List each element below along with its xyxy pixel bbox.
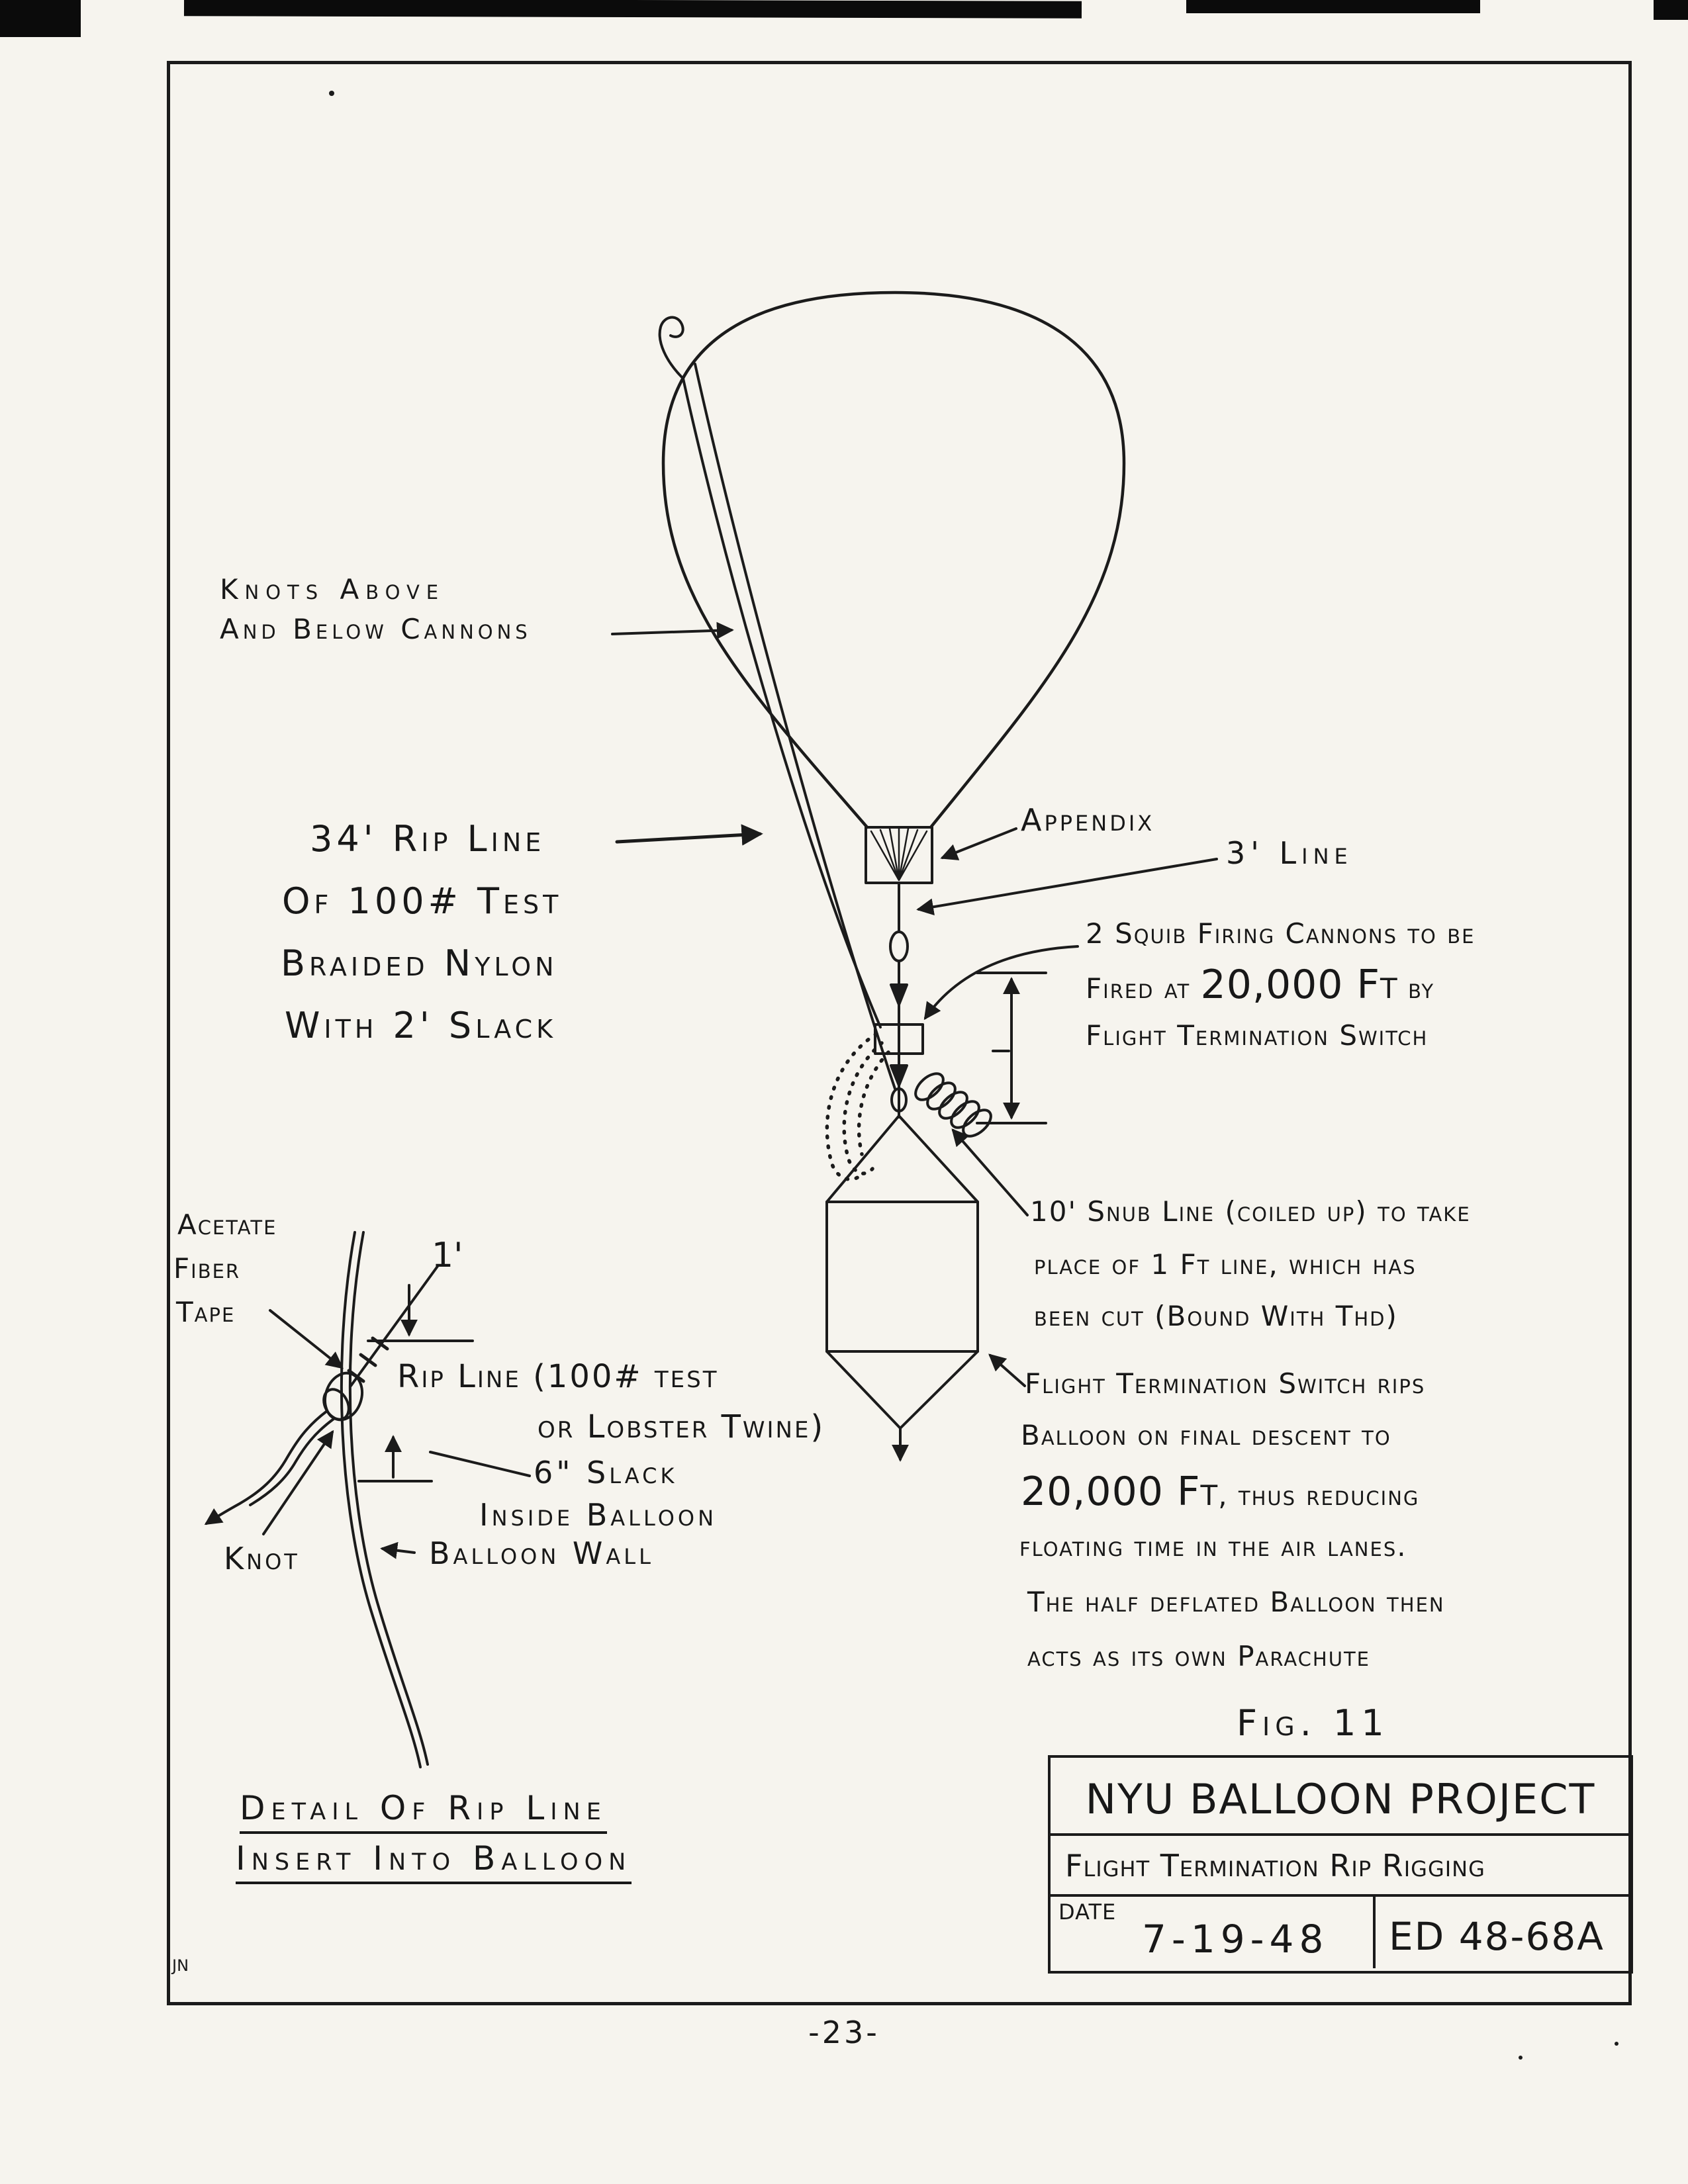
label-one-ft: 1' — [432, 1236, 463, 1275]
label-knots-line1: Knots Above — [220, 573, 445, 606]
leader-acetate-tape — [270, 1310, 342, 1367]
label-squib-line2-post: by — [1397, 972, 1435, 1005]
drawing-number-cell — [1373, 1897, 1630, 1968]
label-termination-line2: Balloon on final descent to — [1021, 1419, 1391, 1451]
label-snub-line2: place of 1 Ft line, which has — [1034, 1248, 1417, 1281]
figure-caption: Fig. 11 — [1237, 1702, 1389, 1744]
label-tape-line1: Acetate — [177, 1208, 277, 1241]
drawing-number: ED 48-68A — [1389, 1914, 1605, 1959]
label-termination-line6: acts as its own Parachute — [1027, 1640, 1371, 1672]
label-rip-line-detail-2: or Lobster Twine) — [538, 1408, 825, 1445]
rip-line-curl — [660, 317, 683, 379]
detail-title-line1: Detail Of Rip Line — [240, 1788, 607, 1834]
label-balloon-wall: Balloon Wall — [429, 1535, 654, 1571]
one-ft-dimension — [368, 1285, 473, 1341]
label-rip34-line2: Of 100# Test — [282, 880, 563, 922]
payload-cone — [827, 1351, 978, 1428]
leader-squib — [925, 946, 1078, 1018]
title-block — [1048, 1755, 1633, 1974]
upper-loop — [890, 932, 908, 961]
title-block-project-row — [1051, 1758, 1630, 1836]
date-value: 7-19-48 — [1142, 1917, 1329, 1962]
label-termination-line4: floating time in the air lanes. — [1019, 1530, 1407, 1563]
balloon-outline — [663, 293, 1124, 827]
leader-appendix — [943, 829, 1016, 858]
drawing-title: Flight Termination Rip Rigging — [1065, 1848, 1485, 1884]
label-termination-altitude: 20,000 Ft — [1021, 1469, 1219, 1515]
label-rip34-line3: Braided Nylon — [281, 942, 558, 984]
label-tape-line3: Tape — [176, 1296, 236, 1328]
leader-knot — [263, 1432, 332, 1534]
label-squib-line1: 2 Squib Firing Cannons to be — [1086, 917, 1476, 950]
label-rip34-line4: With 2' Slack — [285, 1005, 557, 1046]
rip-line-return — [695, 364, 895, 1089]
label-rip34-line1: 34' Rip Line — [310, 818, 545, 860]
label-termination-line5: The half deflated Balloon then — [1027, 1586, 1445, 1618]
label-termination-line1: Flight Termination Switch rips — [1025, 1367, 1426, 1400]
page-number: -23- — [808, 2015, 880, 2050]
label-knot: Knot — [224, 1541, 300, 1576]
appendix-fan — [871, 829, 927, 880]
payload-box — [827, 1202, 978, 1351]
leader-rip-line-34 — [617, 834, 760, 842]
label-slack-line1: 6" Slack — [534, 1455, 678, 1490]
label-termination-line3 — [1021, 1468, 1419, 1516]
date-label: DATE — [1058, 1899, 1117, 1925]
label-termination-line3-rest: , thus reducing — [1218, 1479, 1420, 1512]
knot-above-cannons — [891, 985, 907, 1005]
leader-termination — [990, 1355, 1025, 1386]
label-squib-line2 — [1086, 961, 1434, 1009]
label-squib-line2-pre: Fired at — [1086, 972, 1201, 1005]
label-knots-line2: And Below Cannons — [220, 613, 532, 645]
leader-balloon-wall — [383, 1549, 414, 1553]
label-snub-line1: 10' Snub Line (coiled up) to take — [1030, 1195, 1471, 1228]
bridle-lines — [827, 1116, 978, 1202]
label-appendix: Appendix — [1021, 802, 1155, 838]
project-title: NYU BALLOON PROJECT — [1085, 1775, 1596, 1823]
label-three-ft-line: 3' Line — [1226, 835, 1353, 871]
title-block-drawing-row — [1051, 1836, 1630, 1897]
drafter-initials: JN — [172, 1956, 189, 1975]
title-block-date-row — [1051, 1897, 1630, 1968]
label-tape-line2: Fiber — [173, 1252, 241, 1285]
leader-three-ft-line — [919, 859, 1217, 909]
label-rip-line-detail-1: Rip Line (100# test — [397, 1358, 719, 1395]
dimension-line — [977, 973, 1046, 1123]
date-cell — [1051, 1897, 1373, 1968]
label-slack-line2: Inside Balloon — [479, 1497, 718, 1533]
rip-line — [683, 379, 880, 1027]
leader-six-in-slack — [430, 1452, 530, 1476]
label-snub-line3: been cut (Bound With Thd) — [1034, 1300, 1398, 1332]
detail-title-line2: Insert Into Balloon — [236, 1839, 632, 1884]
rip-line-slack-dashed — [827, 1034, 888, 1179]
label-squib-line3: Flight Termination Switch — [1086, 1019, 1429, 1052]
label-squib-altitude: 20,000 Ft — [1200, 962, 1398, 1008]
